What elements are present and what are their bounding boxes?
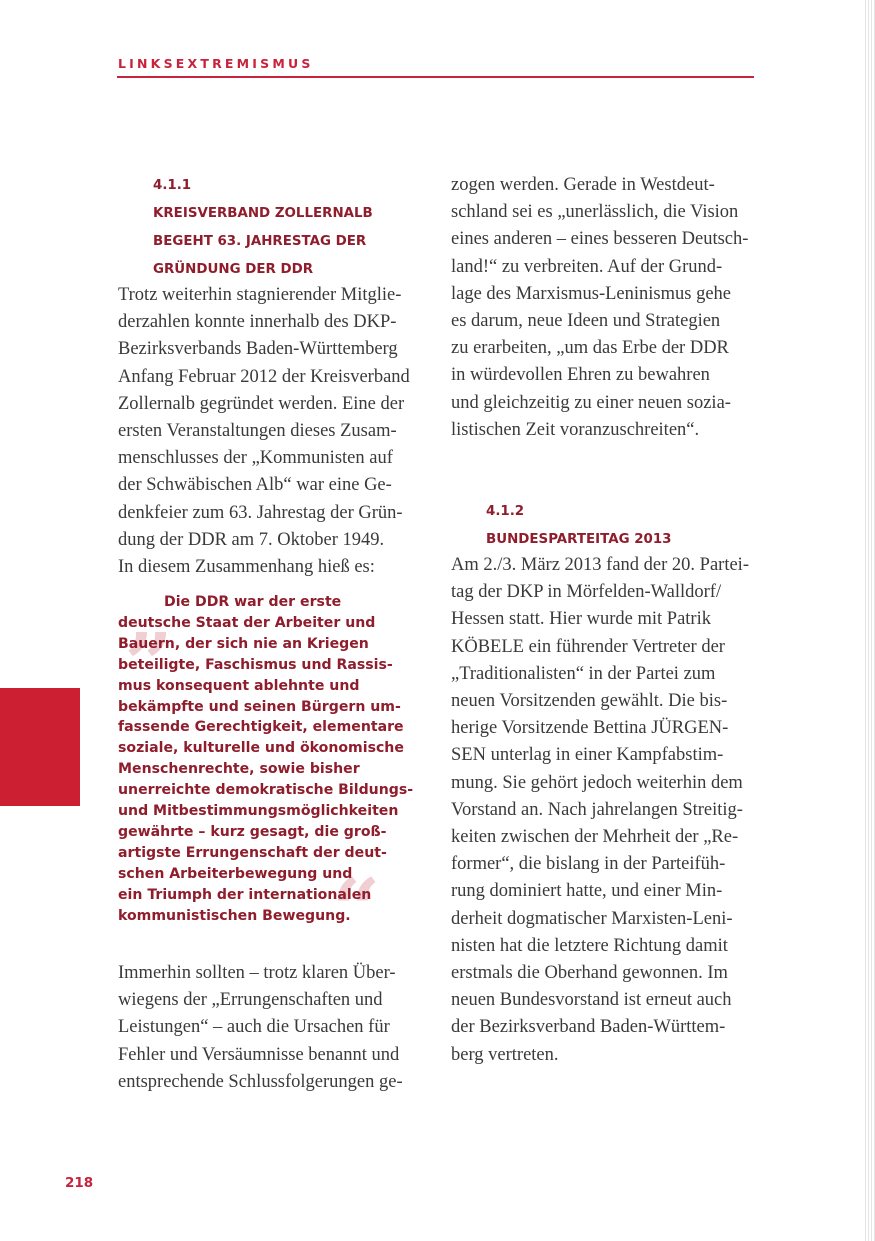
text-line: der Schwäbischen Alb“ war eine Ge- (118, 475, 392, 496)
quote-line: soziale, kulturelle und ökonomische (118, 740, 404, 757)
text-line: neuen Bundesvorstand ist erneut auch (451, 990, 732, 1011)
text-line: herige Vorsitzende Bettina JÜRGEN- (451, 718, 729, 739)
left-column-paragraph-2 (118, 960, 426, 1096)
text-line: in würdevollen Ehren zu bewahren (451, 365, 710, 386)
text-line: entsprechende Schlussfolgerungen ge- (118, 1071, 403, 1092)
section-heading-line: 4.1.2 (486, 504, 525, 519)
text-line: nisten hat die letztere Richtung damit (451, 935, 728, 956)
text-line: zogen werden. Gerade in Westdeut- (451, 175, 715, 195)
text-line: former“, die bislang in der Parteifüh- (451, 854, 726, 875)
text-line: wiegens der „Errungenschaften und (118, 990, 383, 1011)
text-line: land!“ zu verbreiten. Auf der Grund- (451, 256, 723, 277)
quote-line: Die DDR war der erste (164, 594, 342, 610)
text-line: Zollernalb gegründet werden. Eine der (118, 393, 405, 414)
quote-line: und Mitbestimmungsmöglichkeiten (118, 803, 399, 820)
quote-line: deutsche Staat der Arbeiter und (118, 614, 376, 631)
section-heading-line: 4.1.1 (153, 178, 192, 193)
text-line: Bezirksverbands Baden-Württemberg (118, 339, 398, 360)
section-heading-4-1-2 (486, 498, 672, 554)
text-line: KÖBELE ein führender Vertreter der (451, 636, 725, 657)
section-heading-line: BEGEHT 63. JAHRESTAG DER (153, 234, 367, 249)
close-quote-icon: “ (332, 860, 381, 959)
text-line: Vorstand an. Nach jahrelangen Streitig- (451, 799, 743, 820)
text-line: lage des Marxismus-Leninismus gehe (451, 283, 732, 304)
text-line: zu erarbeiten, „um das Erbe der DDR (451, 338, 729, 359)
text-line: der Bezirksverband Baden-Württem- (451, 1017, 726, 1038)
text-line: Immerhin sollten – trotz klaren Über- (118, 963, 396, 983)
text-line: mung. Sie gehört jedoch weiterhin dem (451, 772, 743, 793)
text-line: keiten zwischen der Mehrheit der „Re- (451, 827, 739, 848)
chapter-tab-marker (0, 688, 80, 806)
text-line: In diesem Zusammenhang hieß es: (118, 557, 375, 578)
pull-quote-text (118, 592, 428, 927)
text-line: neuen Vorsitzenden gewählt. Die bis- (451, 691, 728, 712)
text-line: derheit dogmatischer Marxisten-Leni- (451, 908, 733, 929)
text-line: ersten Veranstaltungen dieses Zusam- (118, 421, 397, 442)
section-heading-line: BUNDESPARTEITAG 2013 (486, 532, 672, 547)
running-head-title: LINKSEXTREMISMUS (118, 56, 314, 71)
text-line: erstmals die Oberhand gewonnen. Im (451, 963, 728, 984)
quote-line: mus konsequent ablehnte und (118, 677, 360, 694)
quote-line: schen Arbeiterbewegung und (118, 865, 353, 882)
text-line: Trotz weiterhin stagnierender Mitglie- (118, 285, 402, 305)
text-line: es darum, neue Ideen und Strategien (451, 311, 721, 332)
text-line: Hessen statt. Hier wurde mit Patrik (451, 609, 711, 630)
text-line: schland sei es „unerlässlich, die Vision (451, 202, 739, 223)
quote-line: fassende Gerechtigkeit, elementare (118, 719, 404, 736)
text-line: menschlusses der „Kommunisten auf (118, 448, 393, 469)
right-column-paragraph-2 (451, 552, 757, 1069)
text-line: dung der DDR am 7. Oktober 1949. (118, 529, 385, 550)
quote-line: bekämpfte und seinen Bürgern um- (118, 698, 401, 715)
header-rule (117, 76, 754, 78)
quote-line: ein Triumph der internationalen (118, 886, 372, 903)
quote-line: kommunistischen Bewegung. (118, 907, 351, 924)
text-line: „Traditionalisten“ in der Partei zum (451, 663, 716, 684)
text-line: Am 2./3. März 2013 fand der 20. Partei- (451, 555, 749, 575)
text-line: tag der DKP in Mörfelden-Walldorf/ (451, 582, 722, 603)
quote-line: artigste Errungenschaft der deut- (118, 844, 387, 861)
quote-line: gewährte – kurz gesagt, die groß- (118, 823, 387, 840)
open-quote-icon: „ (126, 566, 175, 665)
text-line: derzahlen konnte innerhalb des DKP- (118, 312, 397, 333)
page-edge-decoration (863, 0, 875, 1241)
text-line: denkfeier zum 63. Jahrestag der Grün- (118, 502, 403, 523)
section-heading-4-1-1 (153, 172, 373, 284)
text-line: rung dominiert hatte, und einer Min- (451, 881, 723, 902)
text-line: Anfang Februar 2012 der Kreisverband (118, 366, 410, 387)
text-line: listischen Zeit voranzuschreiten“. (451, 419, 700, 440)
section-heading-line: KREISVERBAND ZOLLERNALB (153, 206, 373, 221)
quote-line: beteiligte, Faschismus und Rassis- (118, 656, 393, 673)
text-line: SEN unterlag in einer Kampfabstim- (451, 745, 724, 766)
right-column-paragraph-1 (451, 172, 757, 444)
quote-line: unerreichte demokratische Bildungs- (118, 782, 414, 799)
text-line: eines anderen – eines besseren Deutsch- (451, 229, 749, 250)
left-column-paragraph-1 (118, 282, 426, 581)
text-line: und gleichzeitig zu einer neuen sozia- (451, 392, 731, 413)
text-line: Leistungen“ – auch die Ursachen für (118, 1017, 390, 1038)
quote-line: Menschenrechte, sowie bisher (118, 761, 360, 778)
page-number: 218 (65, 1175, 94, 1191)
section-heading-line: GRÜNDUNG DER DDR (153, 262, 314, 277)
text-line: Fehler und Versäumnisse benannt und (118, 1044, 400, 1065)
text-line: berg vertreten. (451, 1044, 559, 1065)
quote-line: Bauern, der sich nie an Kriegen (118, 635, 369, 652)
